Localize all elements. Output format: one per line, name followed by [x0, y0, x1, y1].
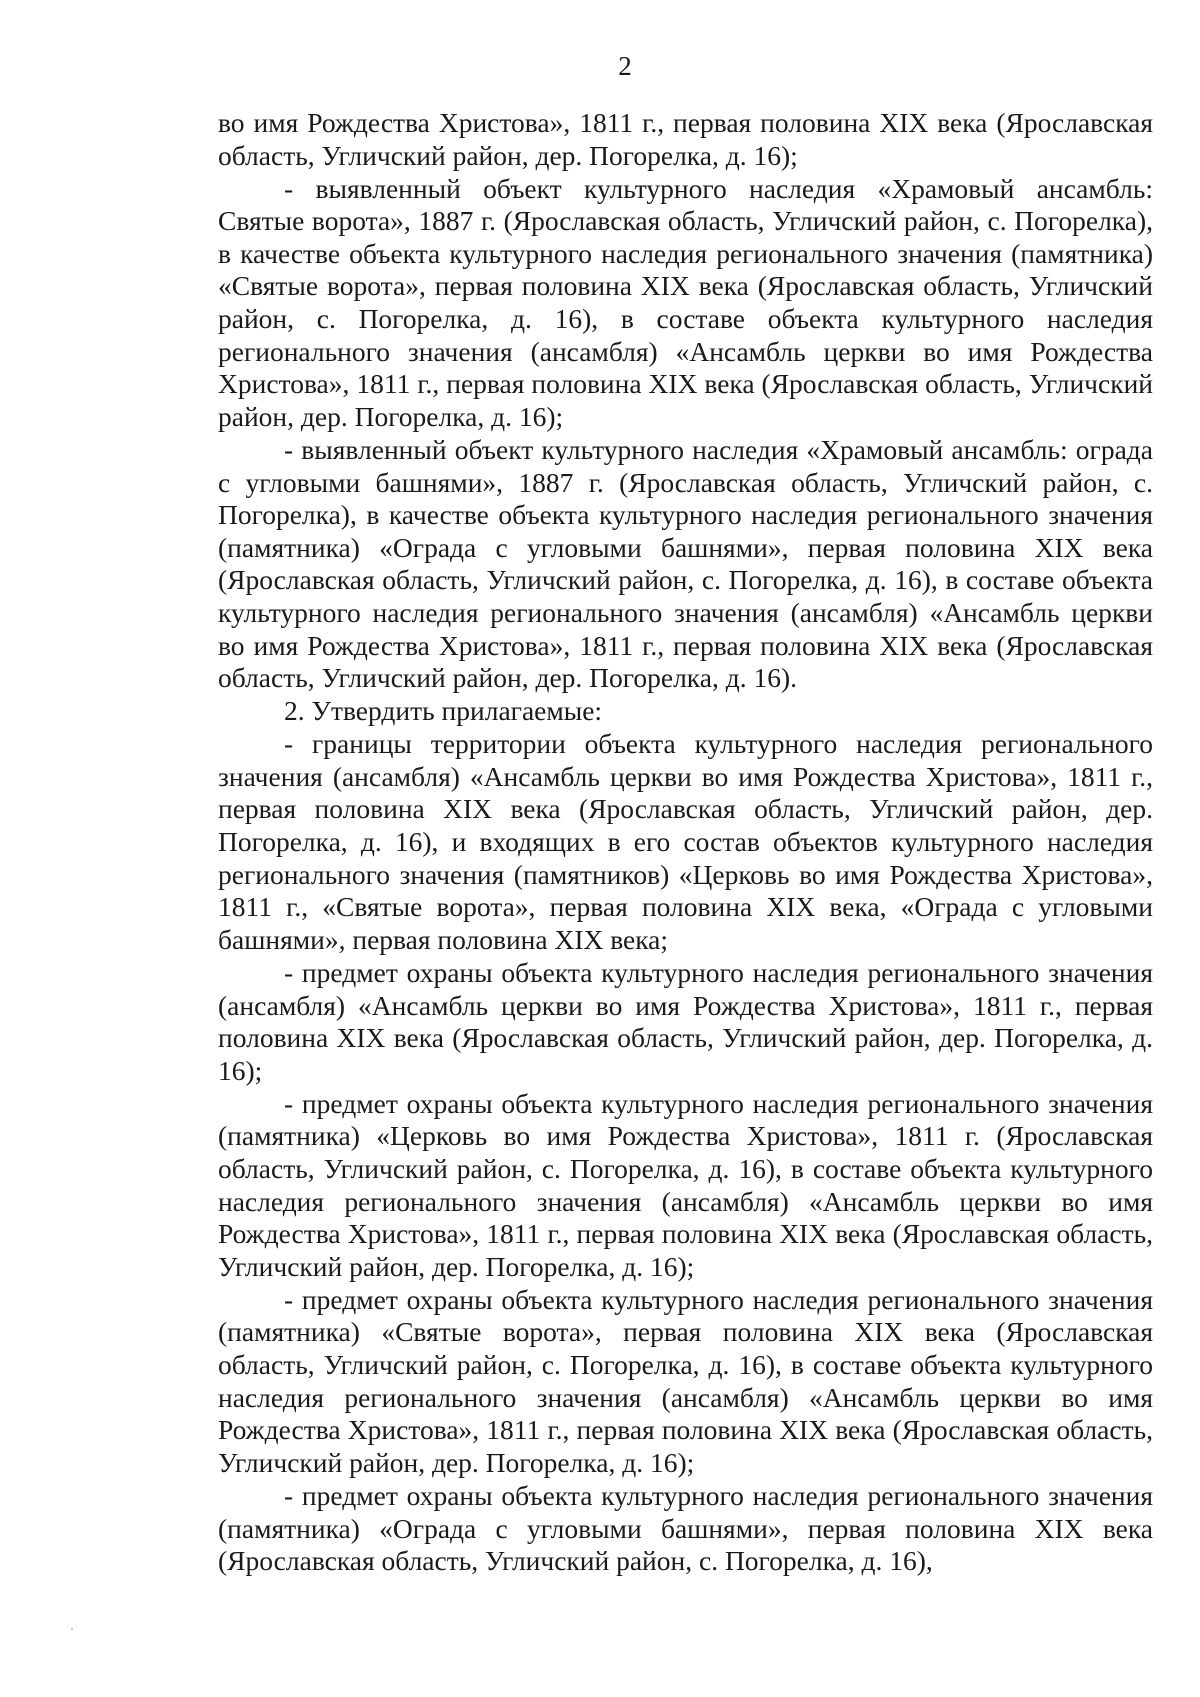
paragraph-item-fence-towers: - выявленный объект культурного наследия «Храмовый ансамбль: ограда с угловыми башнями», 1887 г. (Ярославская область, Угличский район, с. Погорелка), в качестве объекта культурного наследия регионального значения (памятника) «Ограда с угловыми башнями», первая половина XIX века (Ярославская область, Угличский район, с. Погорелка, д. 16), в составе объекта культурного наследия регионального значения (ансамбля) «Ансамбль церкви во имя Рождества Христова», 1811 г., первая половина XIX века (Ярославская область, Угличский район, дер. Погорелка, д. 16).: [218, 433, 1153, 694]
paragraph-continuation: во имя Рождества Христова», 1811 г., первая половина XIX века (Ярославская область, Угличский район, дер. Погорелка, д. 16);: [218, 107, 1153, 171]
paragraph-item-holy-gates: - выявленный объект культурного наследия «Храмовый ансамбль: Святые ворота», 1887 г. (Ярославская область, Угличский район, с. Погорелка), в качестве объекта культурного наследия регионального значения (памятника) «Святые ворота», первая половина XIX века (Ярославская область, Угличский район, с. Погорелка, д. 16), в составе объекта культурного наследия регионального значения (ансамбля) «Ансамбль церкви во имя Рождества Христова», 1811 г., первая половина XIX века (Ярославская область, Угличский район, дер. Погорелка, д. 16);: [218, 172, 1153, 432]
scan-speck: [71, 1628, 73, 1630]
paragraph-clause-2: 2. Утвердить прилагаемые:: [284, 695, 603, 727]
paragraph-item-protection-ensemble: - предмет охраны объекта культурного наследия регионального значения (ансамбля) «Ансамбль церкви во имя Рождества Христова», 1811 г., первая половина XIX века (Ярославская область, Угличский район, дер. Погорелка, д. 16);: [218, 956, 1153, 1086]
paragraph-item-protection-fence: - предмет охраны объекта культурного наследия регионального значения (памятника) «Ограда с угловыми башнями», первая половина XIX века (Ярославская область, Угличский район, с. Погорелка, д. 16),: [218, 1479, 1153, 1577]
paragraph-item-territory-boundaries: - границы территории объекта культурного наследия регионального значения (ансамбля) «Ансамбль церкви во имя Рождества Христова», 1811 г., первая половина XIX века (Ярославская область, Угличский район, дер. Погорелка, д. 16), и входящих в его состав объектов культурного наследия регионального значения (памятников) «Церковь во имя Рождества Христова», 1811 г., «Святые ворота», первая половина XIX века, «Ограда с угловыми башнями», первая половина XIX века;: [218, 728, 1153, 955]
paragraph-item-protection-church: - предмет охраны объекта культурного наследия регионального значения (памятника) «Церковь во имя Рождества Христова», 1811 г. (Ярославская область, Угличский район, с. Погорелка, д. 16), в составе объекта культурного наследия регионального значения (ансамбля) «Ансамбль церкви во имя Рождества Христова», 1811 г., первая половина XIX века (Ярославская область, Угличский район, дер. Погорелка, д. 16);: [218, 1087, 1153, 1282]
paragraph-item-protection-gates: - предмет охраны объекта культурного наследия регионального значения (памятника) «Святые ворота», первая половина XIX века (Ярославская область, Угличский район, с. Погорелка, д. 16), в составе объекта культурного наследия регионального значения (ансамбля) «Ансамбль церкви во имя Рождества Христова», 1811 г., первая половина XIX века (Ярославская область, Угличский район, дер. Погорелка, д. 16);: [218, 1283, 1153, 1478]
page-number: 2: [618, 51, 632, 81]
document-body: [218, 107, 1153, 1578]
